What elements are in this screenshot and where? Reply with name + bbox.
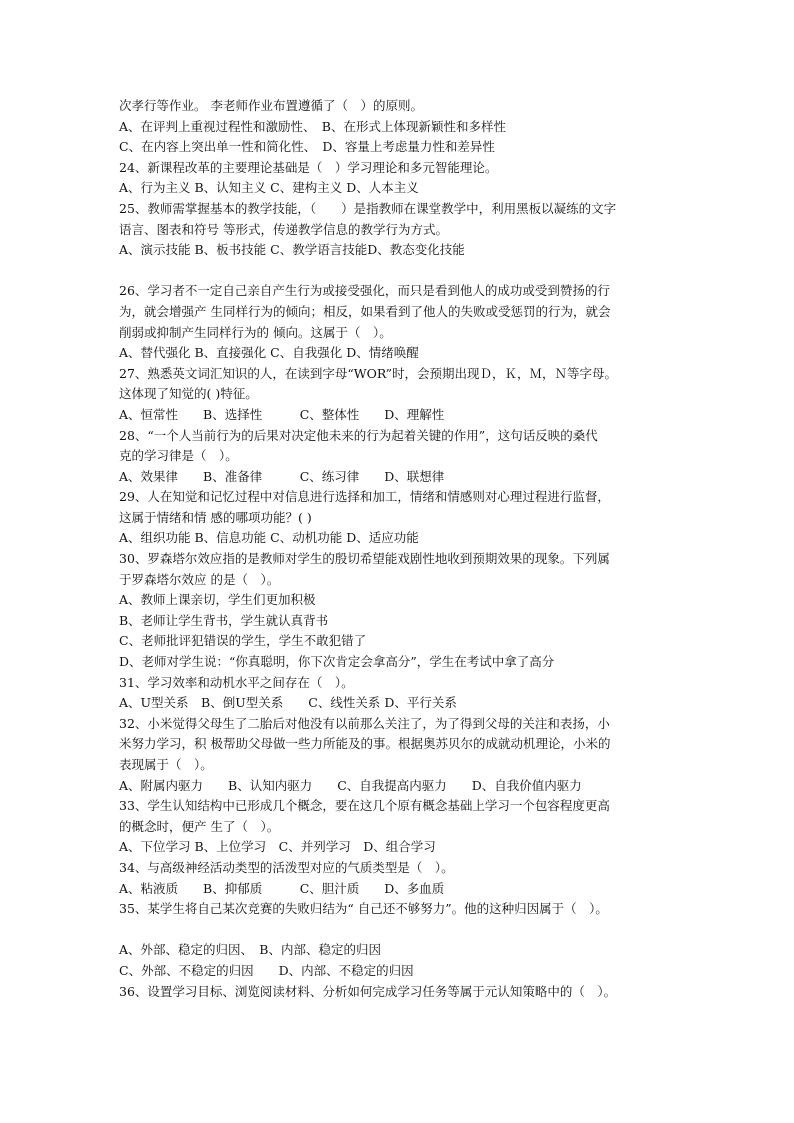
text-line: C、老师批评犯错误的学生，学生不敢犯错了 — [119, 633, 367, 649]
text-line: 削弱或抑制产生同样行为的 倾向。这属于（ ）。 — [119, 324, 392, 340]
text-line: A、U型关系 B、倒U型关系 C、线性关系 D、平行关系 — [119, 695, 457, 711]
text-line: A、恒常性 B、选择性 C、整体性 D、理解性 — [119, 406, 445, 422]
text-line: A、下位学习 B、上位学习 C、并列学习 D、组合学习 — [119, 839, 436, 855]
text-line: A、效果律 B、准备律 C、练习律 D、联想律 — [119, 468, 445, 484]
text-line: 24、新课程改革的主要理论基础是（ ）学习理论和多元智能理论。 — [119, 159, 498, 175]
text-line: 33、学生认知结构中已形成几个概念，要在这几个原有概念基础上学习一个包容程度更高 — [119, 798, 610, 814]
text-line: 的概念时，便产 生了（ ）。 — [119, 818, 280, 834]
text-line: 34、与高级神经活动类型的活泼型对应的气质类型是（ ）。 — [119, 859, 454, 875]
text-line: A、演示技能 B、板书技能 C、教学语言技能D、教态变化技能 — [119, 242, 465, 258]
text-line: 36、设置学习目标、浏览阅读材料、分析如何完成学习任务等属于元认知策略中的（ ）。 — [119, 983, 617, 999]
text-line: A、在评判上重视过程性和激励性、 B、在形式上体现新颖性和多样性 — [119, 118, 506, 134]
text-line: 为，就会增强产 生同样行为的倾向；相反，如果看到了他人的失败或受惩罚的行为，就会 — [119, 303, 611, 319]
text-line: 这属于情绪和情 感的哪项功能？( ) — [119, 509, 312, 525]
text-line: A、附属内驱力 B、认知内驱力 C、自我提高内驱力 D、自我价值内驱力 — [119, 777, 582, 793]
text-line: C、外部、不稳定的归因 D、内部、不稳定的归因 — [119, 962, 414, 978]
text-line: 25、教师需掌握基本的教学技能，（ ）是指教师在课堂教学中，利用黑板以凝练的文字 — [119, 200, 617, 216]
text-line: 这体现了知觉的( )特征。 — [119, 386, 258, 402]
text-line: A、外部、稳定的归因、 B、内部、稳定的归因 — [119, 942, 381, 958]
text-line: 米努力学习，积 极帮助父母做一些力所能及的事。根据奥苏贝尔的成就动机理论，小米的 — [119, 736, 611, 752]
text-line: 克的学习律是（ ）。 — [119, 448, 238, 464]
text-line: 于罗森塔尔效应 的是（ ）。 — [119, 571, 280, 587]
text-line: A、组织功能 B、信息功能 C、动机功能 D、适应功能 — [119, 530, 419, 546]
text-line: B、老师让学生背书，学生就认真背书 — [119, 612, 329, 628]
text-line: 31、学习效率和动机水平之间存在（ ）。 — [119, 674, 354, 690]
text-line: A、教师上课亲切，学生们更加积极 — [119, 592, 316, 608]
document-body — [119, 96, 689, 1002]
text-line: A、替代强化 B、直接强化 C、自我强化 D、情绪唤醒 — [119, 345, 419, 361]
text-line: 35、某学生将自己某次竞赛的失败归结为“ 自己还不够努力”。他的这种归因属于（ ）。 — [119, 901, 608, 917]
text-line: 26、学习者不一定自己亲自产生行为或接受强化，而只是看到他人的成功或受到赞扬的行 — [119, 283, 610, 299]
blank-line — [119, 261, 689, 282]
text-line: 30、罗森塔尔效应指的是教师对学生的殷切希望能戏剧性地收到预期效果的现象。下列属 — [119, 551, 610, 567]
text-line: 次孝行等作业。 李老师作业布置遵循了（ ）的原则。 — [119, 98, 423, 113]
text-line: A、行为主义 B、认知主义 C、建构主义 D、人本主义 — [119, 180, 419, 196]
blank-line — [119, 920, 689, 941]
text-line: 29、人在知觉和记忆过程中对信息进行选择和加工，情绪和情感则对心理过程进行监督， — [119, 489, 610, 505]
text-line: 27、熟悉英文词汇知识的人，在读到字母“WOR”时，会预期出现Ｄ，Ｋ，Ｍ，Ｎ等字母。 — [119, 365, 618, 381]
text-line: 语言、图表和符号 等形式，传递教学信息的教学行为方式。 — [119, 221, 448, 237]
text-line: 28、“一个人当前行为的后果对决定他未来的行为起着关键的作用”，这句话反映的桑代 — [119, 427, 598, 443]
text-line: D、老师对学生说：“你真聪明，你下次肯定会拿高分”，学生在考试中拿了高分 — [119, 654, 555, 670]
text-line: C、在内容上突出单一性和简化性、 D、容量上考虑量力性和差异性 — [119, 139, 495, 155]
text-line: 32、小米觉得父母生了二胎后对他没有以前那么关注了，为了得到父母的关注和表扬，小 — [119, 715, 610, 731]
text-line: A、粘液质 B、抑郁质 C、胆汁质 D、多血质 — [119, 880, 445, 896]
text-line: 表现属于（ ）。 — [119, 757, 213, 772]
